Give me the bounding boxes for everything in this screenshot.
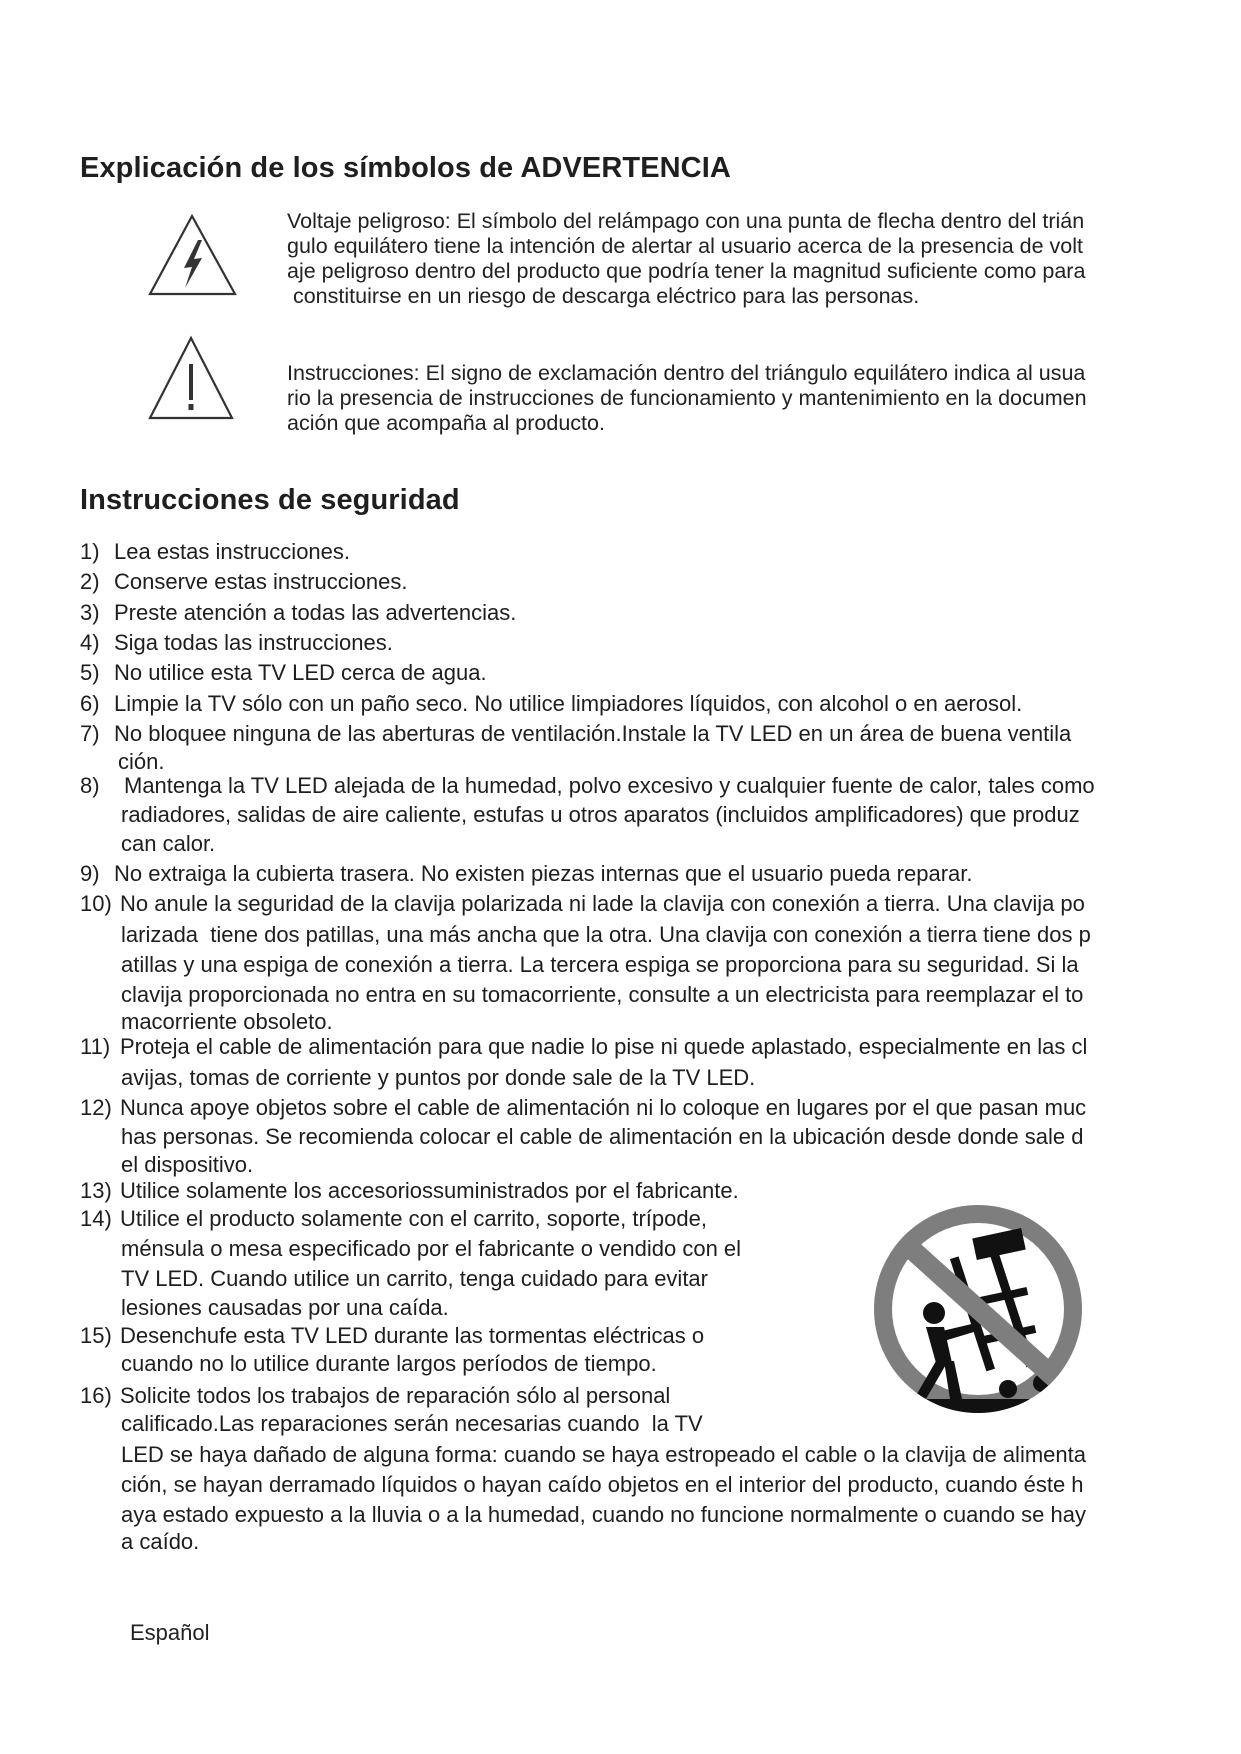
list-item-continuation: macorriente obsoleto. xyxy=(121,1009,333,1034)
list-item: 7) No bloquee ninguna de las aberturas de ventilación.Instale la TV LED en un área de buena ventila xyxy=(80,721,1072,746)
list-item-continuation: ción. xyxy=(118,749,165,774)
list-item-continuation: atillas y una espiga de conexión a tierra. La tercera espiga se proporciona para su seguridad. Si la xyxy=(121,952,1079,977)
list-item-continuation: larizada tiene dos patillas, una más ancha que la otra. Una clavija con conexión a tierra tiene dos p xyxy=(121,922,1091,947)
list-item: 3) Preste atención a todas las advertencias. xyxy=(80,600,517,625)
list-item-continuation: avijas, tomas de corriente y puntos por donde sale de la TV LED. xyxy=(121,1065,756,1090)
list-item: 12) Nunca apoye objetos sobre el cable de alimentación ni lo coloque en lugares por el que pasan muc xyxy=(80,1095,1087,1120)
list-item: 6) Limpie la TV sólo con un paño seco. No utilice limpiadores líquidos, con alcohol o en aerosol. xyxy=(80,691,1023,716)
description-line: Instrucciones: El signo de exclamación dentro del triángulo equilátero indica al usua xyxy=(287,361,1086,385)
list-item-continuation: can calor. xyxy=(121,831,216,856)
list-item-continuation: ción, se hayan derramado líquidos o hayan caído objetos en el interior del producto, cuando éste h xyxy=(121,1472,1084,1497)
description-line: ación que acompaña al producto. xyxy=(287,411,605,435)
dangerous-voltage-description xyxy=(287,209,1187,309)
list-item: 10) No anule la seguridad de la clavija polarizada ni lade la clavija con conexión a tierra. Una clavija po xyxy=(80,891,1085,916)
list-item-continuation: cuando no lo utilice durante largos períodos de tiempo. xyxy=(121,1351,657,1376)
cart-tip-over-warning-icon xyxy=(856,1203,1100,1415)
list-item-continuation: clavija proporcionada no entra en su tomacorriente, consulte a un electricista para reemplazar el to xyxy=(121,982,1084,1007)
description-line: Voltaje peligroso: El símbolo del relámpago con una punta de flecha dentro del trián xyxy=(287,209,1085,233)
list-item-continuation: has personas. Se recomienda colocar el cable de alimentación en la ubicación desde donde sale d xyxy=(121,1124,1084,1149)
list-item-continuation: aya estado expuesto a la lluvia o a la humedad, cuando no funcione normalmente o cuando se hay xyxy=(121,1502,1086,1527)
list-item: 9) No extraiga la cubierta trasera. No existen piezas internas que el usuario pueda reparar. xyxy=(80,861,973,886)
list-item: 16) Solicite todos los trabajos de reparación sólo al personal xyxy=(80,1383,671,1408)
list-item-continuation: a caído. xyxy=(121,1529,200,1554)
list-item-continuation: ménsula o mesa especificado por el fabricante o vendido con el xyxy=(121,1236,742,1261)
list-item: 1) Lea estas instrucciones. xyxy=(80,539,351,564)
list-item-continuation: el dispositivo. xyxy=(121,1152,254,1177)
list-item-continuation: calificado.Las reparaciones serán necesarias cuando la TV xyxy=(121,1411,703,1436)
description-line: aje peligroso dentro del producto que podría tener la magnitud suficiente como para xyxy=(287,259,1086,283)
list-item: 8) Mantenga la TV LED alejada de la humedad, polvo excesivo y cualquier fuente de calor, tales como xyxy=(80,773,1095,798)
list-item: 2) Conserve estas instrucciones. xyxy=(80,569,408,594)
footer-language: Español xyxy=(130,1620,210,1645)
list-item: 13) Utilice solamente los accesoriossuministrados por el fabricante. xyxy=(80,1178,739,1203)
list-item: 11) Proteja el cable de alimentación para que nadie lo pise ni quede aplastado, especialmente en las cl xyxy=(80,1034,1088,1059)
description-line: constituirse en un riesgo de descarga eléctrico para las personas. xyxy=(287,284,920,308)
exclamation-triangle-icon xyxy=(147,334,235,424)
list-item: 4) Siga todas las instrucciones. xyxy=(80,630,393,655)
list-item: 15) Desenchufe esta TV LED durante las tormentas eléctricas o xyxy=(80,1323,705,1348)
description-line: rio la presencia de instrucciones de funcionamiento y mantenimiento en la documen xyxy=(287,386,1087,410)
list-item-continuation: lesiones causadas por una caída. xyxy=(121,1295,449,1320)
list-item: 5) No utilice esta TV LED cerca de agua. xyxy=(80,660,487,685)
warning-symbols-title: Explicación de los símbolos de ADVERTENCIA xyxy=(80,152,731,184)
safety-instructions-title: Instrucciones de seguridad xyxy=(80,484,460,516)
instructions-symbol-description xyxy=(287,361,1187,436)
list-item-continuation: LED se haya dañado de alguna forma: cuando se haya estropeado el cable o la clavija de alimenta xyxy=(121,1442,1086,1467)
description-line: gulo equilátero tiene la intención de alertar al usuario acerca de la presencia de volt xyxy=(287,234,1084,258)
list-item-continuation: TV LED. Cuando utilice un carrito, tenga cuidado para evitar xyxy=(121,1266,708,1291)
list-item-continuation: radiadores, salidas de aire caliente, estufas u otros aparatos (incluidos amplificadores) que produz xyxy=(121,802,1080,827)
lightning-triangle-icon xyxy=(148,212,238,298)
list-item: 14) Utilice el producto solamente con el carrito, soporte, trípode, xyxy=(80,1206,707,1231)
